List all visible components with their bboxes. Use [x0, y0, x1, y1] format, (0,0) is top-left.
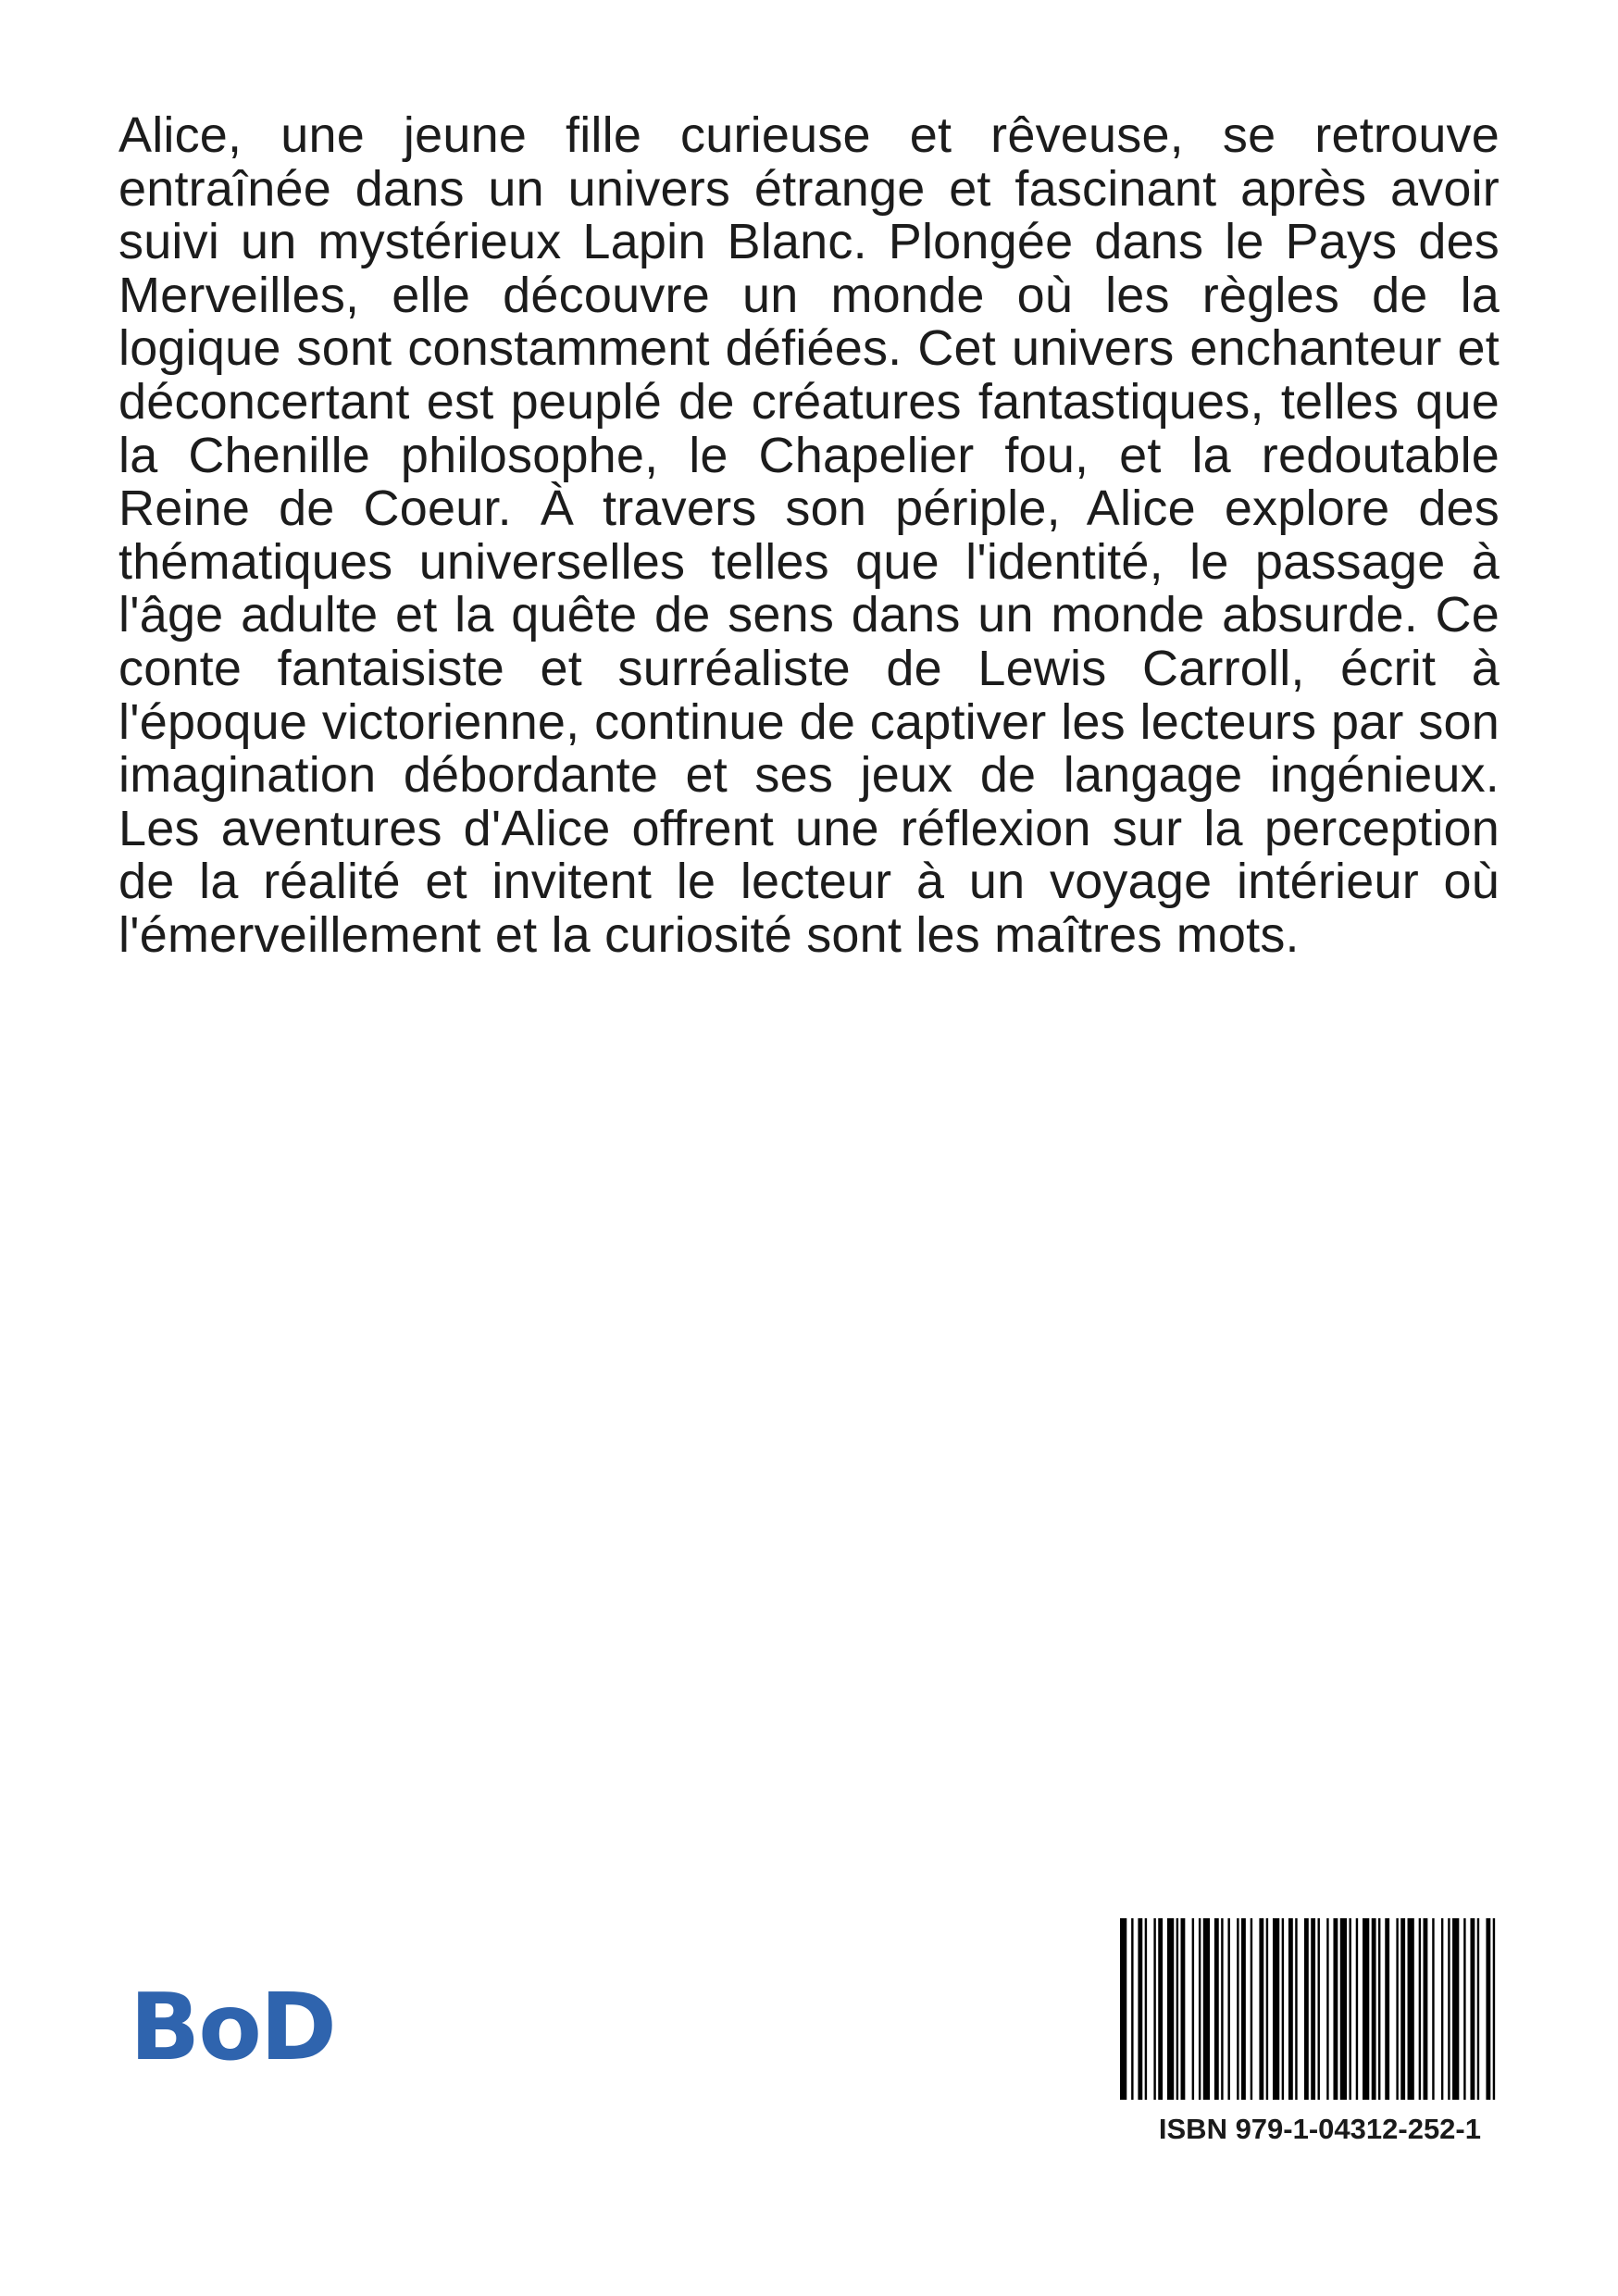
barcode-bar [1356, 1918, 1358, 2100]
barcode-bar [1181, 1918, 1186, 2100]
barcode-bar [1288, 1918, 1293, 2100]
publisher-logo: BoD [130, 1973, 335, 2081]
barcode-bar [1448, 1918, 1450, 2100]
barcode-bar [1266, 1918, 1268, 2100]
barcode-bar [1363, 1918, 1369, 2100]
barcode-bar [1441, 1918, 1443, 2100]
barcode-bar [1259, 1918, 1263, 2100]
barcode-bar [1372, 1918, 1376, 2100]
isbn-label: ISBN 979-1-04312-252-1 [1158, 2113, 1481, 2145]
barcode-bar [1241, 1918, 1246, 2100]
barcode-bar [1408, 1918, 1414, 2100]
barcode-bar [1237, 1918, 1238, 2100]
barcode-bar [1282, 1918, 1284, 2100]
barcode-bar [1333, 1918, 1338, 2100]
barcode-bar [1424, 1918, 1428, 2100]
barcode-bar [1199, 1918, 1201, 2100]
barcode-bar [1153, 1918, 1155, 2100]
barcode-bar [1463, 1918, 1465, 2100]
barcode-bar [1317, 1918, 1319, 2100]
barcode-bar [1378, 1918, 1380, 2100]
barcode-bar [1167, 1918, 1174, 2100]
barcode-bar [1349, 1918, 1350, 2100]
barcode-bar [1145, 1918, 1147, 2100]
barcode-bar [1311, 1918, 1315, 2100]
back-cover-blurb: Alice, une jeune fille curieuse et rêveuse, se retrouve entraînée dans un univers étrange et fascinant après avoir suivi un mystérieux Lapin Blanc. Plongée dans le Pays des Merveilles, elle découvre un monde où les règles de la logique sont constamment défiées. Cet univers enchanteur et déconcertant est peuplé de créatures fantastiques, telles que la Chenille philosophe, le Chapelier fou, et la redoutable Reine de Coeur. À travers son périple, Alice explore des thématiques universelles telles que l'identité, le passage à l'âge adulte et la quête de sens dans un monde absurde. Ce conte fantaisiste et surréaliste de Lewis Carroll, écrit à l'époque victorienne, continue de captiver les lecteurs par son imagination débordante et ses jeux de langage ingénieux. Les aventures d'Alice offrent une réflexion sur la perception de la réalité et invitent le lecteur à un voyage intérieur où l'émerveillement et la curiosité sont les maîtres mots. [118, 107, 1500, 963]
barcode-bar [1251, 1918, 1252, 2100]
barcode-bar [1120, 1918, 1126, 2100]
barcode-bar [1295, 1918, 1297, 2100]
barcode-bar [1203, 1918, 1210, 2100]
barcode-bar [1227, 1918, 1229, 2100]
barcode-bar [1396, 1918, 1398, 2100]
barcode-bar [1493, 1918, 1495, 2100]
barcode-bar [1385, 1918, 1389, 2100]
barcode [1120, 1918, 1500, 2100]
barcode-bar [1419, 1918, 1421, 2100]
barcode-bar [1192, 1918, 1194, 2100]
barcode-bar [1176, 1918, 1178, 2100]
barcode-bar [1214, 1918, 1219, 2100]
barcode-bar [1131, 1918, 1133, 2100]
barcode-bar [1158, 1918, 1163, 2100]
barcode-bar [1221, 1918, 1223, 2100]
barcode-bar [1486, 1918, 1490, 2100]
barcode-bar [1138, 1918, 1142, 2100]
barcode-bar [1304, 1918, 1309, 2100]
barcode-bar [1470, 1918, 1475, 2100]
barcode-bar [1477, 1918, 1479, 2100]
barcode-bar [1326, 1918, 1328, 2100]
barcode-bar [1273, 1918, 1279, 2100]
barcode-bar [1452, 1918, 1459, 2100]
barcode-bar [1432, 1918, 1434, 2100]
barcode-bar [1340, 1918, 1347, 2100]
barcode-bar [1400, 1918, 1405, 2100]
